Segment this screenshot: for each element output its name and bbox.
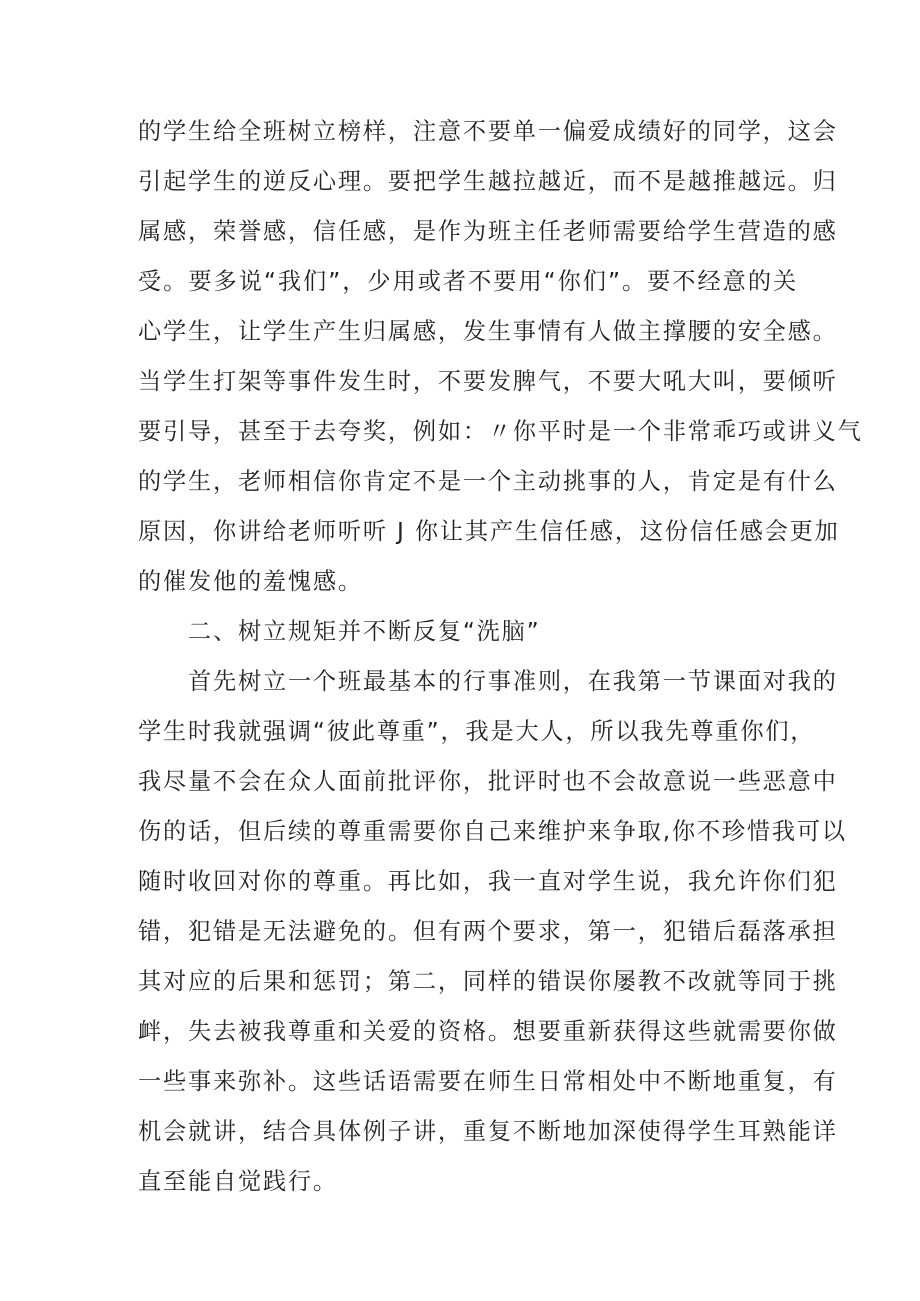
section-heading: 二、树立规矩并不断反复“洗脑” xyxy=(188,618,541,645)
text-line: 要引导，甚至于去夸奖，例如：〃你平时是一个非常乖巧或讲义气 xyxy=(138,418,863,445)
text-line: 直至能自觉践行。 xyxy=(138,1168,338,1195)
text-line: 错，犯错是无法避免的。但有两个要求，第一，犯错后磊落承担 xyxy=(138,918,838,945)
text-line: 原因，你讲给老师听听 J 你让其产生信任感，这份信任感会更加 xyxy=(138,518,840,545)
text-line: 一些事来弥补。这些话语需要在师生日常相处中不断地重复，有 xyxy=(138,1068,838,1095)
text-line: 受。要多说“我们”，少用或者不要用“你们”。要不经意的关 xyxy=(138,268,798,295)
text-line: 机会就讲，结合具体例子讲，重复不断地加深使得学生耳熟能详 xyxy=(138,1118,838,1145)
text-line: 的学生，老师相信你肯定不是一个主动挑事的人，肯定是有什么 xyxy=(138,468,838,495)
text-line: 的学生给全班树立榜样，注意不要单一偏爱成绩好的同学，这会 xyxy=(138,118,838,145)
text-line: 随时收回对你的尊重。再比如，我一直对学生说，我允许你们犯 xyxy=(138,868,838,895)
text-line: 衅，失去被我尊重和关爱的资格。想要重新获得这些就需要你做 xyxy=(138,1018,838,1045)
text-line: 当学生打架等事件发生时，不要发脾气，不要大吼大叫，要倾听 xyxy=(138,368,838,395)
text-line: 属感，荣誉感，信任感，是作为班主任老师需要给学生营造的感 xyxy=(138,218,838,245)
text-line: 我尽量不会在众人面前批评你，批评时也不会故意说一些恶意中 xyxy=(138,768,838,795)
text-line: 心学生，让学生产生归属感，发生事情有人做主撑腰的安全感。 xyxy=(138,318,838,345)
text-line: 其对应的后果和惩罚；第二，同样的错误你屡教不改就等同于挑 xyxy=(138,968,838,995)
text-line: 引起学生的逆反心理。要把学生越拉越近，而不是越推越远。归 xyxy=(138,168,838,195)
text-line: 首先树立一个班最基本的行事准则，在我第一节课面对我的 xyxy=(188,668,838,695)
text-line: 的催发他的羞愧感。 xyxy=(138,568,363,595)
text-line: 学生时我就强调“彼此尊重”，我是大人，所以我先尊重你们， xyxy=(138,718,816,745)
text-line: 伤的话，但后续的尊重需要你自己来维护来争取,你不珍惜我可以 xyxy=(138,818,847,845)
